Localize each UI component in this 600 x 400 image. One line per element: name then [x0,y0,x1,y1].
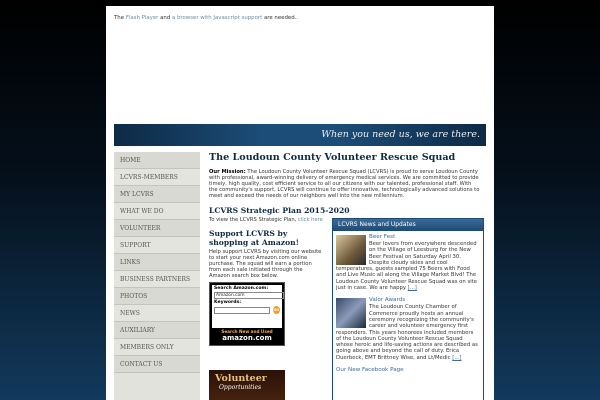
amazon-keywords-label: Keywords: [214,300,242,306]
strategic-plan-link[interactable]: click here [297,217,323,224]
mission-label: Our Mission: [209,169,246,175]
news-panel [332,218,484,400]
amazon-footer-brand: amazon.com [222,334,272,343]
mission-statement [209,169,481,199]
news-item-title[interactable]: Beer Fest [369,234,396,240]
volunteer-banner-title: Volunteer [215,373,267,384]
amazon-go-button[interactable]: GO [273,308,280,313]
news-read-more-link[interactable]: [...] [407,285,417,292]
flash-placeholder [106,6,494,124]
amazon-title: Support LCVRS by shopping at Amazon! [209,229,299,248]
news-item-title[interactable]: Valor Awards [369,297,406,304]
news-item [333,294,483,361]
news-thumbnail[interactable] [336,235,366,265]
flash-suffix: are needed.. [263,15,299,21]
volunteer-banner-subtitle: Opportunities [219,384,262,391]
news-item-title[interactable]: Our New Facebook Page [336,367,404,374]
nav-item-home[interactable]: HOME [114,152,200,169]
news-item-text: The Loudoun County Chamber of Commerce proudly hosts an annual ceremony recognizing the community's career and volunteer emergency first responders. This years honorees included members of the Loudoun County Volunteer Rescue Squad whose heroic and life-saving actions are described as going above and beyond the call of duty. Erica Duerbeck, EMT Brittney Wise, and Lt/Medic [336,304,478,361]
nav-item-auxiliary[interactable]: AUXILIARY [114,322,200,339]
nav-item-links[interactable]: LINKS [114,254,200,271]
amazon-text: Help support LCVRS by visiting our website to start your next Amazon.com online purchase. The squad will earn a portion from each sale initiated through the Amazon search box below. [209,249,322,280]
amazon-search-widget [209,282,285,346]
news-item [333,364,483,374]
news-thumbnail[interactable] [336,298,366,328]
amazon-store-select[interactable]: Amazon.com [214,292,284,299]
nav-item-news[interactable]: NEWS [114,305,200,322]
flash-middle: and [160,15,171,21]
strategic-plan-title: LCVRS Strategic Plan 2015-2020 [209,206,350,216]
news-read-more-link[interactable]: [...] [452,354,462,361]
amazon-search-form [212,285,282,328]
amazon-logo[interactable] [210,329,284,342]
news-item-text: Beer lovers from everywhere descended on the Village of Leesburg for the New Beer Festival on Saturday April 30. Despite cloudy skies and cool temperatures, guests sampled 75 Beers with Food and Live Music all along the Village Market Blvd! The Loudoun County Volunteer Rescue Squad was on site just in case. We are happy [336,241,478,292]
flash-message [114,15,298,21]
news-panel-header: LCVRS News and Updates [333,219,483,231]
flash-player-link[interactable]: Flash Player [125,15,159,21]
header-banner [114,124,486,146]
flash-prefix: The [114,15,125,21]
page-title: The Loudoun County Volunteer Rescue Squad [209,152,456,163]
banner-tagline: When you need us, we are there. [321,129,480,140]
nav-item-what-we-do[interactable]: WHAT WE DO [114,203,200,220]
nav-item-volunteer[interactable]: VOLUNTEER [114,220,200,237]
amazon-search-label: Search Amazon.com: [214,286,269,292]
nav-item-lcvrs-members[interactable]: LCVRS-MEMBERS [114,169,200,186]
page-container [106,6,494,400]
nav-item-photos[interactable]: PHOTOS [114,288,200,305]
nav-item-my-lcvrs[interactable]: MY LCVRS [114,186,200,203]
nav-item-members-only[interactable]: MEMBERS ONLY [114,339,200,356]
amazon-footer-tagline: Search New and Used [221,329,273,335]
amazon-keywords-input[interactable] [214,307,270,314]
news-item [333,231,483,291]
nav-item-business-partners[interactable]: BUSINESS PARTNERS [114,271,200,288]
sidebar-nav [114,152,200,400]
volunteer-opportunities-banner[interactable] [209,370,285,400]
strategic-plan-desc: To view the LCVRS Strategic Plan, [209,217,297,224]
mission-text: The Loudoun County Volunteer Rescue Squad (LCVRS) is proud to serve Loudoun County with professional, award-winning delivery of emergency medical services. We are committed to provide timely, high quality, cost efficient service to all our citizens with our talented, professional staff. With the community's support, LCVRS will continue to offer innovative, technologically advanced solutions to meet and exceed the needs of our neighbors well into the new millennium. [209,169,480,200]
nav-item-contact-us[interactable]: CONTACT US [114,356,200,373]
nav-item-support[interactable]: SUPPORT [114,237,200,254]
browser-link[interactable]: a browser with Javascript support [171,15,263,21]
amazon-input-row [214,306,280,314]
